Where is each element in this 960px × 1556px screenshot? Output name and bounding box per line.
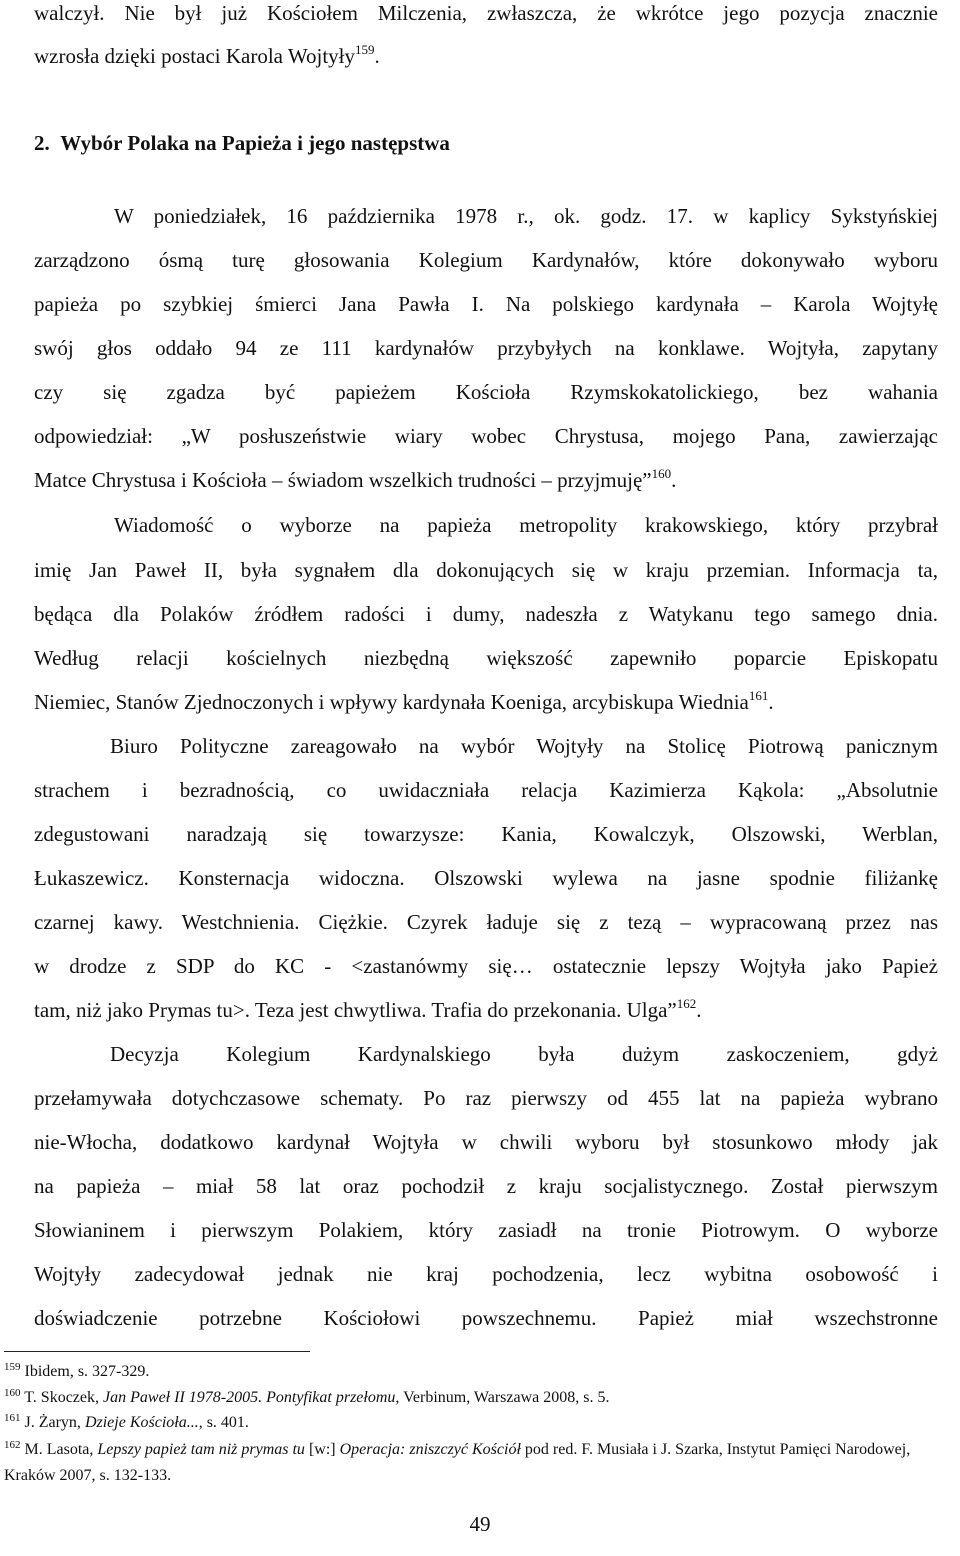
text-line: papieża po szybkiej śmierci Jana Pawła I. Na polskiego kardynała – Karola Wojtyłę — [34, 292, 938, 316]
footnote: $^{160}$ T. Skoczek, Jan Paweł II 1978-2005. Pontyfikat przełomu, Verbinum, Warszawa 2008, s. 5. — [4, 1387, 610, 1406]
text-line: przełamywała dotychczasowe schematy. Po raz pierwszy od 455 lat na papieża wybrano — [34, 1086, 938, 1110]
text-line: Łukaszewicz. Konsternacja widoczna. Olszowski wylewa na jasne spodnie filiżankę — [34, 866, 938, 890]
text-line: odpowiedział: „W posłuszeństwie wiary wobec Chrystusa, mojego Pana, zawierzając — [34, 424, 938, 448]
footnote-number: 162 — [4, 1439, 21, 1451]
text-line: wzrosła dzięki postaci Karola Wojtyły$^{159}$. — [34, 42, 380, 68]
text-line: W poniedziałek, 16 października 1978 r., ok. godz. 17. w kaplicy Sykstyńskiej — [114, 204, 938, 228]
text-line: Wojtyły zadecydował jednak nie kraj pochodzenia, lecz wybitna osobowość i — [34, 1262, 938, 1286]
text-line: czy się zgadza być papieżem Kościoła Rzymskokatolickiego, bez wahania — [34, 380, 938, 404]
text-line: na papieża – miał 58 lat oraz pochodził z kraju socjalistycznego. Został pierwszym — [34, 1174, 938, 1198]
text-line: zdegustowani naradzają się towarzysze: Kania, Kowalczyk, Olszowski, Werblan, — [34, 822, 938, 846]
footnote-ref[interactable]: 161 — [748, 688, 769, 703]
text-line: walczył. Nie był już Kościołem Milczenia, zwłaszcza, że wkrótce jego pozycja znacznie — [34, 1, 938, 25]
text-line: swój głos oddało 94 ze 111 kardynałów przybyłych na konklawe. Wojtyła, zapytany — [34, 336, 938, 360]
text-line: czarnej kawy. Westchnienia. Ciężkie. Czyrek ładuje się z tezą – wypracowaną przez nas — [34, 910, 938, 934]
footnote-number: 160 — [4, 1387, 21, 1399]
footnote-separator — [4, 1351, 310, 1352]
text-line: w drodze z SDP do KC - <zastanówmy się… ostatecznie lepszy Wojtyła jako Papież — [34, 954, 938, 978]
text-line: Biuro Polityczne zareagowało na wybór Wojtyły na Stolicę Piotrową panicznym — [110, 734, 938, 758]
text-line: Matce Chrystusa i Kościoła – świadom wszelkich trudności – przyjmuję”$^{160}$. — [34, 466, 677, 492]
footnote-ref[interactable]: 159 — [355, 42, 375, 57]
footnote: $^{161}$ J. Żaryn, Dzieje Kościoła..., s. 401. — [4, 1412, 249, 1431]
footnote: $^{162}$ M. Lasota, Lepszy papież tam niż prymas tu [w:] Operacja: zniszczyć Kościół pod red. F. Musiała i J. Szarka, Instytut Pamięci Narodowej, Kraków 2007, s. 132-133. — [4, 1439, 911, 1484]
text-line: Niemiec, Stanów Zjednoczonych i wpływy kardynała Koeniga, arcybiskupa Wiednia$^{161}$. — [34, 688, 774, 714]
text-line: zarządzono ósmą turę głosowania Kolegium Kardynałów, które dokonywało wyboru — [34, 248, 938, 272]
page-number: 49 — [469, 1512, 491, 1536]
text-line: nie-Włocha, dodatkowo kardynał Wojtyła w chwili wyboru był stosunkowo młody jak — [34, 1130, 938, 1154]
footnote: $^{159}$ Ibidem, s. 327-329. — [4, 1361, 150, 1380]
text-line: Słowianinem i pierwszym Polakiem, który zasiadł na tronie Piotrowym. O wyborze — [34, 1218, 938, 1242]
section-heading: 2. Wybór Polaka na Papieża i jego następstwa — [34, 131, 450, 155]
text-line: doświadczenie potrzebne Kościołowi powszechnemu. Papież miał wszechstronne — [34, 1306, 938, 1330]
text-line: będąca dla Polaków źródłem radości i dumy, nadeszła z Watykanu tego samego dnia. — [34, 602, 938, 626]
text-line: tam, niż jako Prymas tu>. Teza jest chwytliwa. Trafia do przekonania. Ulga”$^{162}$. — [34, 996, 702, 1022]
text-line: strachem i bezradnością, co uwidaczniała relacja Kazimierza Kąkola: „Absolutnie — [34, 778, 938, 802]
text-line: Według relacji kościelnych niezbędną większość zapewniło poparcie Episkopatu — [34, 646, 938, 670]
footnote-number: 159 — [4, 1361, 21, 1373]
text-line: imię Jan Paweł II, była sygnałem dla dokonujących się w kraju przemian. Informacja ta, — [34, 558, 938, 582]
text-line: Wiadomość o wyborze na papieża metropolity krakowskiego, który przybrał — [114, 513, 938, 537]
footnote-ref[interactable]: 162 — [676, 996, 697, 1011]
text-line: Decyzja Kolegium Kardynalskiego była dużym zaskoczeniem, gdyż — [110, 1042, 938, 1066]
footnote-number: 161 — [4, 1412, 21, 1424]
footnote-ref[interactable]: 160 — [651, 466, 672, 481]
